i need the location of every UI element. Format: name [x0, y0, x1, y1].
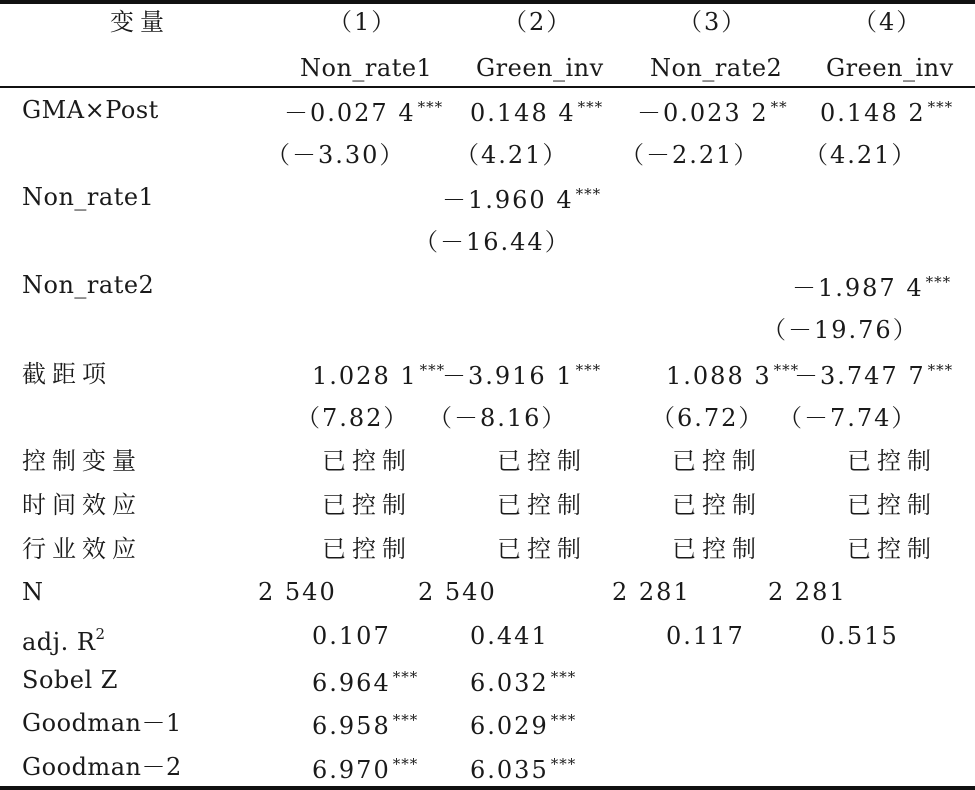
row-label-industry-effect: 行业效应 [22, 535, 142, 563]
row-label-time-effect: 时间效应 [22, 491, 142, 519]
controls-value-1: 已控制 [322, 447, 412, 475]
header-col-num-2: （2） [503, 8, 573, 36]
row-label-controls: 控制变量 [22, 447, 142, 475]
goodman2-value-1: 6.970 *** [312, 755, 419, 784]
controls-value-2: 已控制 [497, 447, 587, 475]
goodman1-value-1: 6.958 *** [312, 711, 419, 740]
adj-r2-value-1: 0.107 [312, 622, 391, 650]
intercept-coef-3: 1.088 3 *** [666, 361, 800, 390]
header-col-num-1: （1） [328, 8, 398, 36]
row-label-intercept: 截距项 [22, 360, 112, 388]
gma-post-coef-4: 0.148 2 *** [820, 98, 954, 127]
table-top-rule [0, 0, 975, 4]
row-label-non-rate1: Non_rate1 [22, 183, 155, 211]
n-value-2: 2 540 [418, 578, 497, 606]
intercept-tstat-3: （6.72） [651, 404, 765, 432]
header-col-name-4: Green_inv [826, 54, 954, 82]
row-label-n: N [22, 578, 44, 606]
gma-post-coef-1: －0.027 4 *** [284, 98, 444, 127]
intercept-tstat-4: （－7.74） [778, 404, 918, 432]
industry-effect-value-3: 已控制 [672, 535, 762, 563]
header-col-name-2: Green_inv [476, 54, 604, 82]
header-col-name-1: Non_rate1 [300, 54, 433, 82]
n-value-1: 2 540 [258, 578, 337, 606]
gma-post-tstat-1: （－3.30） [266, 141, 406, 169]
gma-post-coef-3: －0.023 2 ** [637, 98, 788, 127]
goodman1-value-2: 6.029 *** [470, 711, 577, 740]
controls-value-3: 已控制 [672, 447, 762, 475]
row-label-goodman-1: Goodman－1 [22, 709, 182, 737]
n-value-3: 2 281 [612, 578, 691, 606]
intercept-coef-2: －3.916 1 *** [442, 361, 602, 390]
intercept-tstat-2: （－8.16） [428, 404, 568, 432]
non-rate1-coef: －1.960 4 *** [442, 185, 602, 214]
industry-effect-value-4: 已控制 [847, 535, 937, 563]
non-rate2-tstat: （－19.76） [762, 316, 919, 344]
time-effect-value-2: 已控制 [497, 491, 587, 519]
adj-r2-value-2: 0.441 [470, 622, 549, 650]
time-effect-value-4: 已控制 [847, 491, 937, 519]
row-label-gma-post: GMA×Post [22, 96, 159, 124]
intercept-coef-1: 1.028 1 *** [312, 361, 446, 390]
gma-post-tstat-3: （－2.21） [620, 141, 760, 169]
header-variable-label: 变量 [110, 8, 170, 36]
industry-effect-value-2: 已控制 [497, 535, 587, 563]
goodman2-value-2: 6.035 *** [470, 755, 577, 784]
non-rate1-tstat: （－16.44） [414, 228, 571, 256]
header-col-num-3: （3） [678, 8, 748, 36]
header-col-num-4: （4） [853, 8, 923, 36]
intercept-coef-4: －3.747 7 *** [794, 361, 954, 390]
intercept-tstat-1: （7.82） [296, 404, 410, 432]
non-rate2-coef: －1.987 4 *** [792, 273, 952, 302]
sobel-value-1: 6.964 *** [312, 668, 419, 697]
row-label-adj-r2: adj. $R^2$ [22, 625, 106, 656]
adj-r2-value-3: 0.117 [666, 622, 745, 650]
row-label-sobel-z: Sobel Z [22, 666, 118, 694]
gma-post-tstat-4: （4.21） [804, 141, 918, 169]
industry-effect-value-1: 已控制 [322, 535, 412, 563]
time-effect-value-3: 已控制 [672, 491, 762, 519]
time-effect-value-1: 已控制 [322, 491, 412, 519]
adj-r2-value-4: 0.515 [820, 622, 899, 650]
table-header-rule [0, 86, 975, 88]
controls-value-4: 已控制 [847, 447, 937, 475]
header-col-name-3: Non_rate2 [650, 54, 783, 82]
row-label-goodman-2: Goodman－2 [22, 753, 182, 781]
n-value-4: 2 281 [768, 578, 847, 606]
sobel-value-2: 6.032 *** [470, 668, 577, 697]
row-label-non-rate2: Non_rate2 [22, 271, 155, 299]
gma-post-tstat-2: （4.21） [455, 141, 569, 169]
gma-post-coef-2: 0.148 4 *** [470, 98, 604, 127]
